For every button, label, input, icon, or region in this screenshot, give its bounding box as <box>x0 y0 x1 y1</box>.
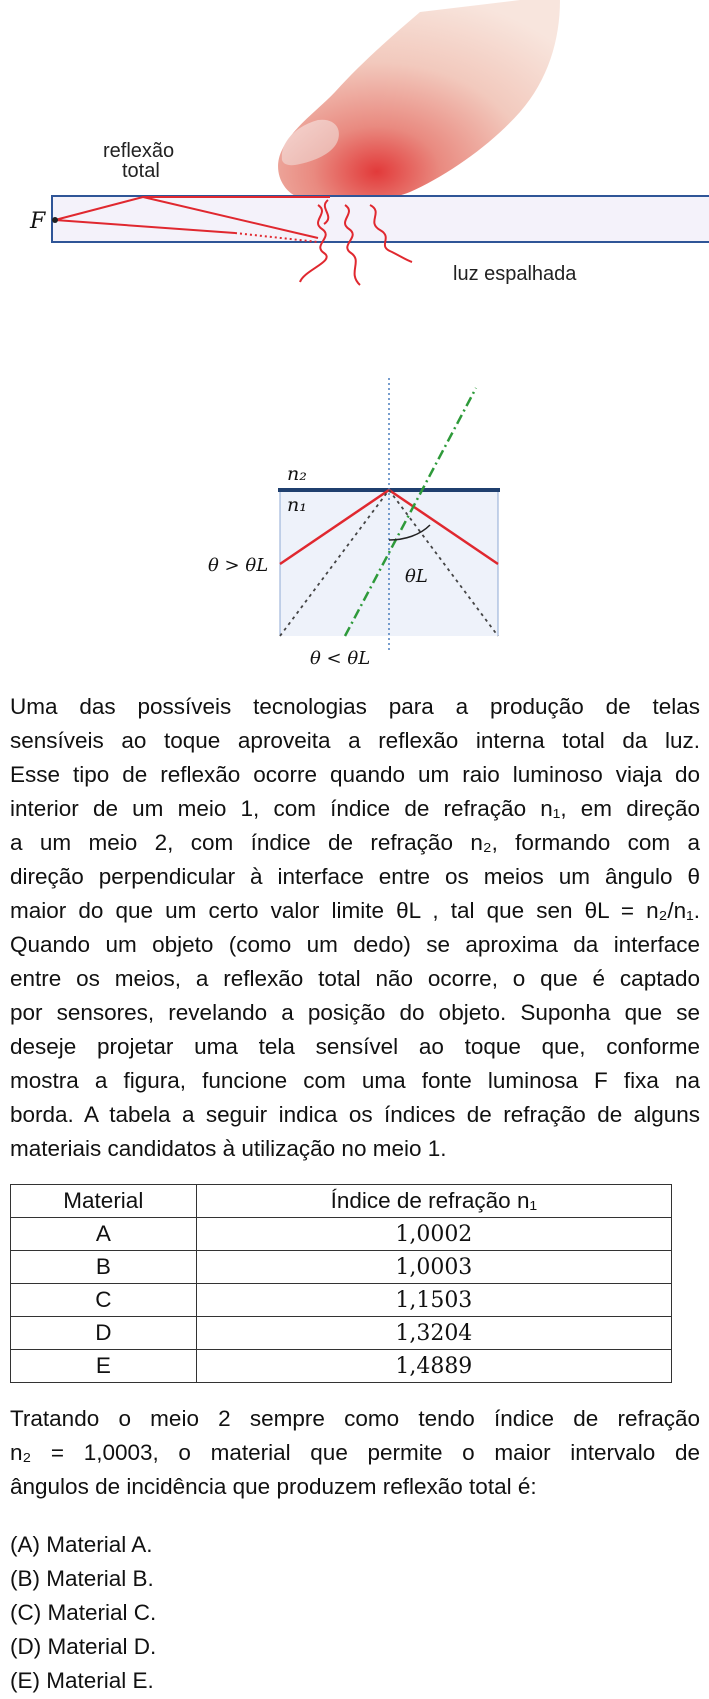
index-cell: 1,1503 <box>196 1284 671 1317</box>
material-cell: A <box>11 1218 197 1251</box>
reflection-label-line1: reflexão <box>103 140 175 162</box>
header-material: Material <box>11 1185 197 1218</box>
statement-line: entre os meios, a reflexão total não ocorre, o que é captado <box>10 966 700 991</box>
option-a[interactable]: (A) Material A. <box>10 1532 153 1557</box>
index-cell: 1,4889 <box>196 1350 671 1383</box>
statement-line: Esse tipo de reflexão ocorre quando um raio luminoso viaja do <box>10 762 700 787</box>
n2-label: n₂ <box>287 463 307 485</box>
question-line: ângulos de incidência que produzem reflexão total é: <box>10 1474 537 1499</box>
table-row <box>11 1218 672 1251</box>
material-cell: D <box>11 1317 197 1350</box>
theta-greater-label: θ > θL <box>208 555 269 576</box>
option-b[interactable]: (B) Material B. <box>10 1566 154 1591</box>
statement-line: borda. A tabela a seguir indica os índices de refração de alguns <box>10 1102 700 1127</box>
header-refractive-index: Índice de refração n₁ <box>196 1185 671 1218</box>
material-cell: C <box>11 1284 197 1317</box>
theta-less-label: θ < θL <box>310 648 371 669</box>
problem-statement <box>10 690 700 1166</box>
question-line: Tratando o meio 2 sempre como tendo índice de refração <box>10 1406 700 1431</box>
index-cell: 1,3204 <box>196 1317 671 1350</box>
statement-line: Uma das possíveis tecnologias para a produção de telas <box>10 694 700 719</box>
material-cell: B <box>11 1251 197 1284</box>
question-line: n₂ = 1,0003, o material que permite o maior intervalo de <box>10 1440 700 1465</box>
finger-shape <box>278 0 560 202</box>
index-cell: 1,0002 <box>196 1218 671 1251</box>
table-row <box>11 1317 672 1350</box>
reflection-label-line2: total <box>122 160 160 182</box>
index-cell: 1,0003 <box>196 1251 671 1284</box>
statement-line: mostra a figura, funcione com uma fonte luminosa F fixa na <box>10 1068 700 1093</box>
materials-table <box>10 1184 672 1383</box>
statement-line: direção perpendicular à interface entre os meios um ângulo θ <box>10 864 700 889</box>
option-e[interactable]: (E) Material E. <box>10 1668 154 1693</box>
table-row <box>11 1284 672 1317</box>
material-cell: E <box>11 1350 197 1383</box>
light-source-point <box>52 217 58 223</box>
table-row <box>11 1251 672 1284</box>
glass-plate <box>52 196 709 242</box>
statement-line: sensíveis ao toque aproveita a reflexão interna total da luz. <box>10 728 700 753</box>
statement-line: maior do que um certo valor limite θL , tal que sen θL = n₂/n₁. <box>10 898 700 923</box>
option-c[interactable]: (C) Material C. <box>10 1600 157 1625</box>
statement-line: deseje projetar uma tela sensível ao toque que, conforme <box>10 1034 700 1059</box>
statement-line: materiais candidatos à utilização no meio 1. <box>10 1136 447 1161</box>
statement-line: interior de um meio 1, com índice de refração n₁, em direção <box>10 796 700 821</box>
refraction-diagram <box>0 370 709 670</box>
n1-label: n₁ <box>287 494 307 516</box>
statement-line: a um meio 2, com índice de refração n₂, formando com a <box>10 830 700 855</box>
table-row <box>11 1350 672 1383</box>
option-d[interactable]: (D) Material D. <box>10 1634 157 1659</box>
statement-line: por sensores, revelando a posição do objeto. Suponha que se <box>10 1000 700 1025</box>
scattered-light-label: luz espalhada <box>453 263 577 285</box>
theta-limit-label: θL <box>405 566 428 587</box>
question-text <box>10 1402 700 1504</box>
table-header-row <box>11 1185 672 1218</box>
source-label: F <box>30 209 46 234</box>
statement-line: Quando um objeto (como um dedo) se aproxima da interface <box>10 932 700 957</box>
